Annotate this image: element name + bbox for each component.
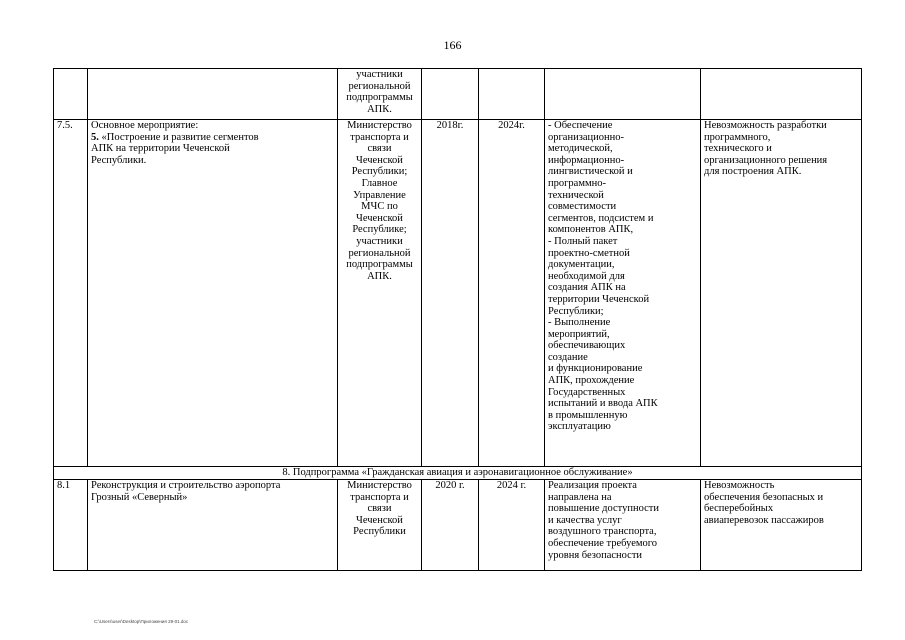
- cell-name: Реконструкция и строительство аэропорта Грозный «Северный»: [88, 480, 338, 571]
- cell-start: 2020 г.: [422, 480, 479, 571]
- cell-end: 2024 г.: [479, 480, 545, 571]
- table-row: [54, 120, 862, 467]
- cell-start: 2018г.: [422, 120, 479, 467]
- cell-executor: Министерство транспорта и связи Чеченской Республики: [338, 480, 422, 571]
- cell-executor: участники региональной подпрограммы АПК.: [338, 69, 422, 120]
- table-row: [54, 69, 862, 120]
- cell-name: [88, 69, 338, 120]
- footer-file-path: С:\Users\user\Desktop\Приложения 29-01.doc: [94, 619, 189, 624]
- table-row: [54, 480, 862, 571]
- cell-num: [54, 69, 88, 120]
- cell-consequence: Невозможность обеспечения безопасных и бесперебойных авиаперевозок пассажиров: [701, 480, 862, 571]
- cell-consequence: Невозможность разработки программного, технического и организационного решения для построения АПК.: [701, 120, 862, 467]
- program-table: [53, 68, 862, 571]
- section-heading-row: [54, 467, 862, 480]
- cell-end: [479, 69, 545, 120]
- section-heading: 8. Подпрограмма «Гражданская авиация и аэронавигационное обслуживание»: [54, 467, 862, 480]
- cell-result: - Обеспечение организационно- методической, информационно- лингвистической и программно- технической совместимости сегментов, подсистем и компонентов АПК, - Полный пакет проектно-сметной документации, необходимой для создания АПК на территории Чеченской Республики; - Выполнение мероприятий, обеспечивающих создание и функционирование АПК, прохождение Государственных испытаний и ввода АПК в промышленную эксплуатацию: [545, 120, 701, 467]
- cell-name: Основное мероприятие: 5. «Построение и развитие сегментов АПК на территории Чеченской Республики.: [88, 120, 338, 467]
- cell-start: [422, 69, 479, 120]
- cell-num: 7.5.: [54, 120, 88, 467]
- cell-executor: Министерство транспорта и связи Чеченской Республики; Главное Управление МЧС по Чеченской Республике; участники региональной подпрограммы АПК.: [338, 120, 422, 467]
- cell-consequence: [701, 69, 862, 120]
- page-number: 166: [443, 38, 462, 52]
- cell-end: 2024г.: [479, 120, 545, 467]
- cell-result: [545, 69, 701, 120]
- cell-result: Реализация проекта направлена на повышение доступности и качества услуг воздушного транспорта, обеспечение требуемого уровня безопасности: [545, 480, 701, 571]
- cell-num: 8.1: [54, 480, 88, 571]
